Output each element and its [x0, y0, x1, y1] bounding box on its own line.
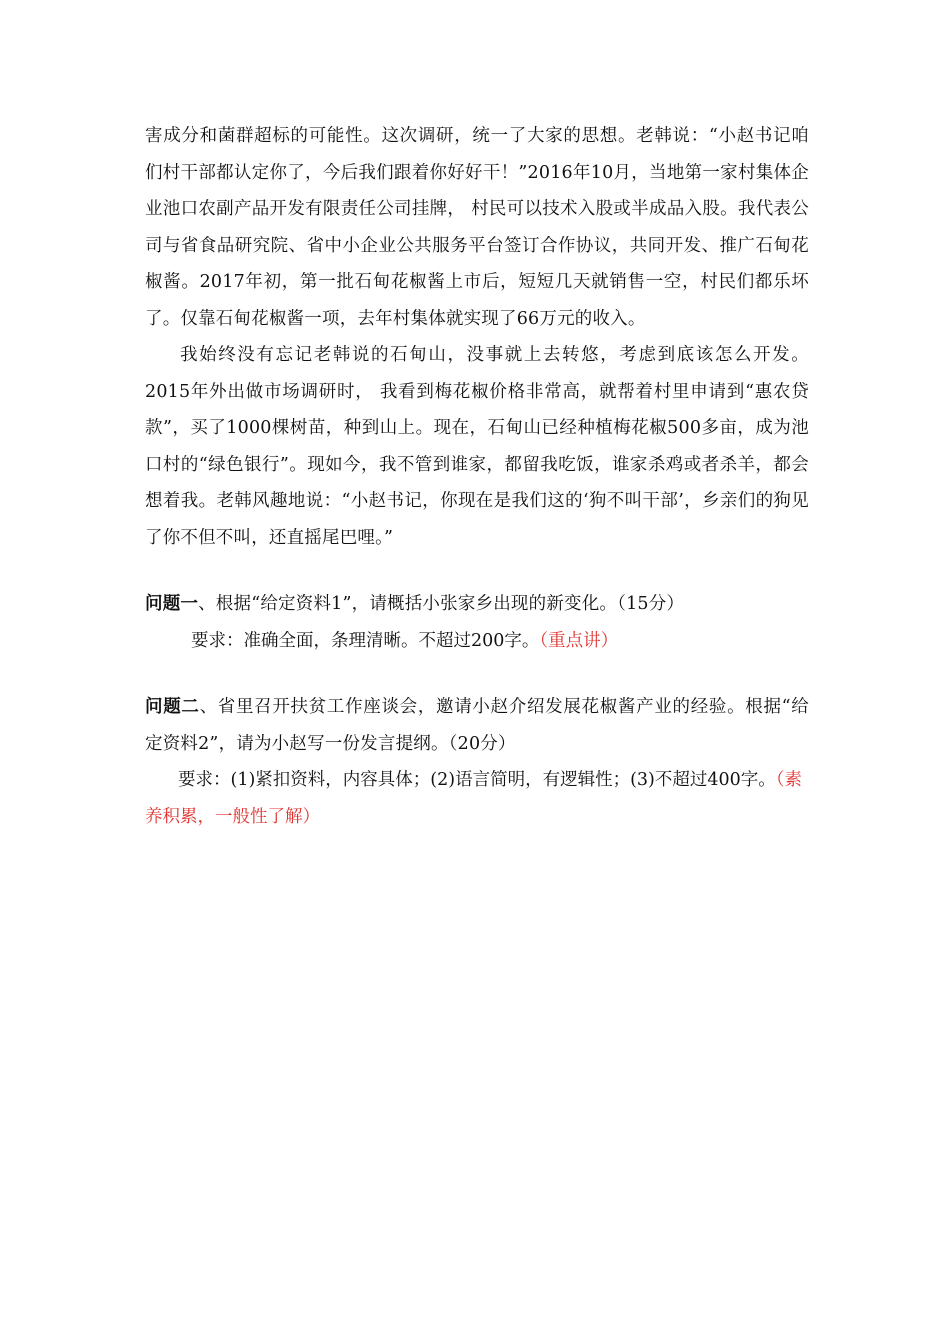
question-2	[145, 689, 809, 835]
question-1-label: 问题一	[145, 594, 199, 614]
document-page	[145, 118, 809, 835]
question-2-prompt	[145, 689, 809, 762]
spacer	[145, 659, 809, 689]
question-1-requirement: 要求：准确全面，条理清晰。不超过200字。	[191, 630, 540, 651]
question-1	[145, 586, 809, 659]
question-2-requirement: 要求：(1)紧扣资料，内容具体；(2)语言简明，有逻辑性；(3)不超过400字。	[178, 770, 776, 790]
question-1-text: 、根据“给定资料1”，请概括小张家乡出现的新变化。（15分）	[198, 594, 685, 614]
question-1-note: （重点讲）	[539, 630, 619, 651]
material-paragraph-1: 害成分和菌群超标的可能性。这次调研，统一了大家的思想。老韩说：“小赵书记咱们村干部都认定你了，今后我们跟着你好好干！”2016年10月，当地第一家村集体企业池口农副产品开发有限责任公司挂牌， 村民可以技术入股或半成品入股。我代表公司与省食品研究院、省中小企业公共服务平台签订合作协议，共同开发、推广石甸花椒酱。2017年初，第一批石甸花椒酱上市后，短短几天就销售一空，村民们都乐坏了。仅靠石甸花椒酱一项，去年村集体就实现了66万元的收入。	[145, 126, 809, 329]
spacer	[145, 556, 809, 586]
question-2-text: 、省里召开扶贫工作座谈会，邀请小赵介绍发展花椒酱产业的经验。根据“给定资料2”，请为小赵写一份发言提纲。（20分）	[145, 697, 809, 754]
question-2-requirement-line	[145, 762, 809, 835]
material-paragraph-2: 我始终没有忘记老韩说的石甸山，没事就上去转悠，考虑到底该怎么开发。2015年外出做市场调研时， 我看到梅花椒价格非常高，就帮着村里申请到“惠农贷款”，买了1000棵树苗，种到山上。现在，石甸山已经种植梅花椒500多亩，成为池口村的“绿色银行”。现如今，我不管到谁家，都留我吃饭，谁家杀鸡或者杀羊，都会想着我。老韩风趣地说：“小赵书记，你现在是我们这的‘狗不叫干部’，乡亲们的狗见了你不但不叫，还直摇尾巴哩。”	[145, 345, 809, 548]
question-2-note: （素养积累，一般性了解）	[145, 770, 803, 827]
question-2-label: 问题二	[145, 697, 200, 717]
question-1-requirement-line	[145, 623, 809, 660]
question-1-prompt	[145, 586, 809, 623]
